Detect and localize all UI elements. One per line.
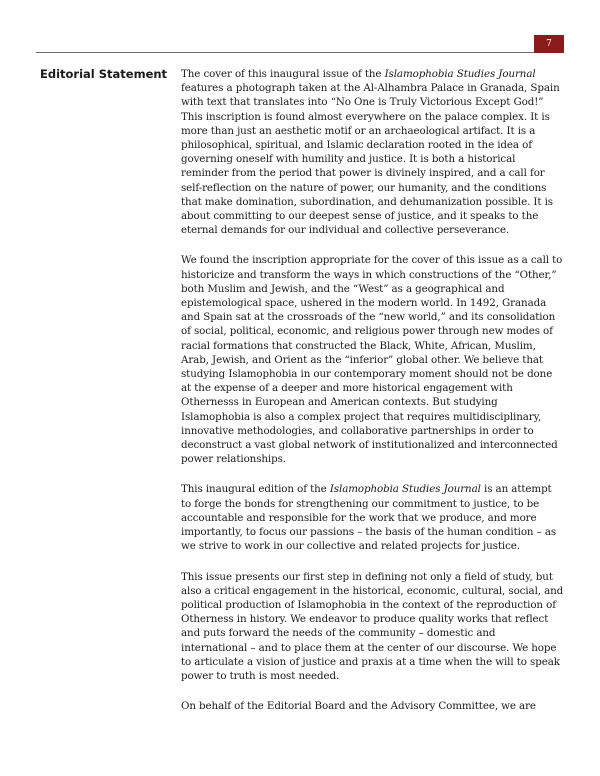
section-label: Editorial Statement <box>40 67 168 81</box>
paragraph-text: is an attempt to forge the bonds for strengthening our commitment to justice, to be accountable and responsible for the work that we produce, and more importantly, to focus our passions – the basis of the human condition – as we strive to work in our collective and related projects for justice. <box>181 483 557 553</box>
paragraph-1 <box>181 67 564 237</box>
paragraph-text: The cover of this inaugural issue of the <box>181 68 385 80</box>
paragraph-4: This issue presents our first step in defining not only a field of study, but also a critical engagement in the historical, economic, cultural, social, and political production of Islamophobia in the context of the reproduction of Otherness in history. We endeavor to produce quality works that reflect and puts forward the needs of the community – domestic and international – and to place them at the center of our discourse. We hope to articulate a vision of justice and praxis at a time when the will to speak power to truth is most needed. <box>181 570 564 682</box>
paragraph-text: This inaugural edition of the <box>181 483 330 496</box>
paragraph-5: On behalf of the Editorial Board and the Advisory Committee, we are <box>181 700 536 713</box>
body-text-column <box>181 67 564 729</box>
journal-title: Islamophobia Studies Journal <box>384 68 536 80</box>
header-rule <box>36 52 534 53</box>
page-number-badge: 7 <box>534 35 564 53</box>
journal-title: Islamophobia Studies Journal <box>329 483 481 496</box>
paragraph-text: features a photograph taken at the Al-Alhambra Palace in Granada, Spain with text that translates into “No One is Truly Victorious Except God!” This inscription is found almost everywhere on the palace complex. It is more than just an aesthetic motif or an archaeological artifact. It is a philosophical, spiritual, and Islamic declaration rooted in the idea of governing oneself with humility and justice. It is both a historical reminder from the period that power is divinely inspired, and a call for self-reflection on the nature of power, our humanity, and the conditions that make domination, subordination, and dehumanization possible. It is about committing to our deepest sense of justice, and it speaks to the eternal demands for our individual and collective perseverance. <box>181 82 560 237</box>
paragraph-2: We found the inscription appropriate for the cover of this issue as a call to historicize and transform the ways in which constructions of the “Other,” both Muslim and Jewish, and the “West” as a geographical and epistemological space, ushered in the modern world. In 1492, Granada and Spain sat at the crossroads of the “new world,” and its consolidation of social, political, economic, and religious power through new modes of racial formations that constructed the Black, White, African, Muslim, Arab, Jewish, and Orient as the “inferior” global other. We believe that studying Islamophobia in our contemporary moment should not be done at the expense of a deeper and more historical engagement with Othernesss in European and American contexts. But studying Islamophobia is also a complex project that requires multidisciplinary, innovative methodologies, and collaborative partnerships in order to deconstruct a vast global network of institutionalized and interconnected power relationships. <box>181 254 563 466</box>
paragraph-3 <box>181 482 564 553</box>
